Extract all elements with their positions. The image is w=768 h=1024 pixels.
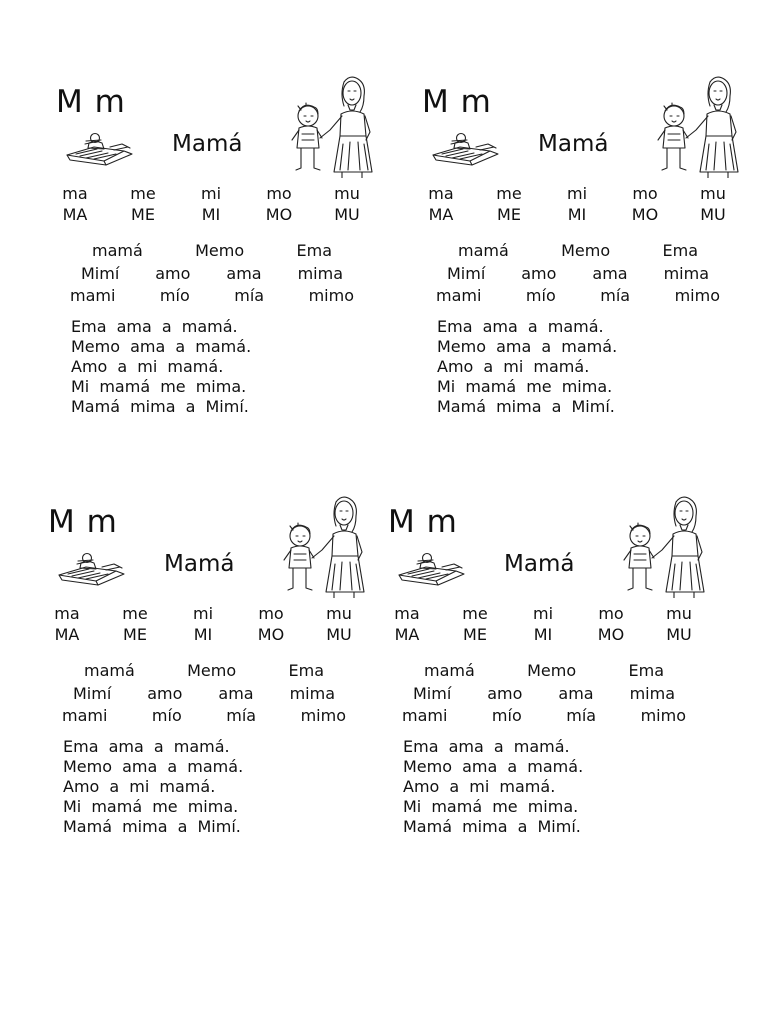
practice-word: ama: [226, 264, 262, 283]
syllable-lowercase: mo: [632, 184, 658, 203]
practice-word: Mimí: [447, 264, 486, 283]
practice-word: mima: [629, 684, 675, 703]
practice-word: mío: [151, 706, 182, 725]
syllable-uppercase: MU: [326, 625, 352, 644]
practice-word: mía: [234, 286, 265, 305]
syllables-uppercase-row: [54, 205, 368, 224]
practice-word: Mimí: [413, 684, 452, 703]
sentence-list: [403, 737, 583, 837]
syllable-uppercase: MA: [394, 625, 420, 644]
syllable-uppercase: MA: [428, 205, 454, 224]
practice-word: Ema: [288, 661, 324, 680]
mother-and-child-icon: [284, 74, 380, 178]
practice-word: mía: [226, 706, 257, 725]
practice-sentence: Memo ama a mamá.: [71, 337, 252, 356]
practice-word: Memo: [561, 241, 611, 260]
sentence-list: [71, 317, 251, 417]
reading-card-bottom-left: [26, 490, 371, 870]
practice-word: mami: [70, 286, 116, 305]
practice-word: Ema: [628, 661, 664, 680]
syllable-uppercase: MA: [62, 205, 88, 224]
practice-word: amo: [521, 264, 557, 283]
practice-word: mimo: [674, 286, 720, 305]
practice-sentence: Mi mamá me mima.: [403, 797, 579, 816]
syllable-lowercase: mu: [666, 604, 692, 623]
syllable-uppercase: MA: [54, 625, 80, 644]
practice-word: mima: [297, 264, 343, 283]
mother-and-child-icon: [276, 494, 372, 598]
card-title: Mamá: [538, 131, 609, 157]
syllable-uppercase: MO: [257, 625, 285, 644]
practice-sentence: Ema ama a mamá.: [71, 317, 238, 336]
card-title: Mamá: [504, 551, 575, 577]
practice-word: mima: [289, 684, 335, 703]
practice-sentence: Mi mamá me mima.: [71, 377, 247, 396]
syllables-lowercase-row: [46, 604, 360, 623]
word-row-2: [413, 684, 675, 703]
practice-word: amo: [155, 264, 191, 283]
syllable-lowercase: me: [122, 604, 148, 623]
practice-sentence: Memo ama a mamá.: [437, 337, 618, 356]
card-letter-heading: M m: [388, 504, 458, 540]
practice-sentence: Ema ama a mamá.: [403, 737, 570, 756]
syllable-lowercase: ma: [62, 184, 88, 203]
practice-word: ama: [558, 684, 594, 703]
card-title: Mamá: [172, 131, 243, 157]
word-row-1: [92, 241, 332, 260]
sentence-list: [437, 317, 617, 417]
syllable-uppercase: ME: [463, 625, 487, 644]
practice-sentence: Mamá mima a Mimí.: [63, 817, 241, 836]
syllable-lowercase: ma: [54, 604, 80, 623]
reading-card-top-right: [400, 70, 745, 450]
practice-sentence: Amo a mi mamá.: [437, 357, 590, 376]
practice-word: ama: [592, 264, 628, 283]
practice-sentence: Mamá mima a Mimí.: [71, 397, 249, 416]
child-reading-book-icon: [430, 132, 502, 166]
syllable-uppercase: MI: [567, 205, 587, 224]
child-reading-book-icon: [64, 132, 136, 166]
practice-word: mamá: [424, 661, 475, 680]
practice-sentence: Mi mamá me mima.: [63, 797, 239, 816]
child-reading-book-icon: [396, 552, 468, 586]
word-row-3: [436, 286, 720, 305]
practice-word: Mimí: [73, 684, 112, 703]
syllable-uppercase: MI: [533, 625, 553, 644]
practice-sentence: Amo a mi mamá.: [403, 777, 556, 796]
syllable-lowercase: mu: [326, 604, 352, 623]
word-row-3: [62, 706, 346, 725]
syllable-uppercase: MU: [700, 205, 726, 224]
syllable-uppercase: MU: [666, 625, 692, 644]
card-letter-heading: M m: [56, 84, 126, 120]
practice-sentence: Ema ama a mamá.: [63, 737, 230, 756]
syllable-uppercase: MI: [201, 205, 221, 224]
practice-word: mío: [491, 706, 522, 725]
practice-word: mima: [663, 264, 709, 283]
word-row-3: [70, 286, 354, 305]
practice-word: mimo: [308, 286, 354, 305]
mother-and-child-icon: [616, 494, 712, 598]
syllable-lowercase: me: [462, 604, 488, 623]
syllables-lowercase-row: [386, 604, 700, 623]
practice-word: mamá: [84, 661, 135, 680]
word-row-2: [81, 264, 343, 283]
syllable-uppercase: MO: [631, 205, 659, 224]
syllable-uppercase: MI: [193, 625, 213, 644]
syllable-lowercase: mi: [200, 184, 222, 203]
syllable-lowercase: mo: [598, 604, 624, 623]
word-row-1: [84, 661, 324, 680]
practice-word: mía: [600, 286, 631, 305]
card-letter-heading: M m: [48, 504, 118, 540]
word-row-2: [73, 684, 335, 703]
syllable-lowercase: mi: [192, 604, 214, 623]
reading-card-top-left: [34, 70, 379, 450]
practice-word: mío: [525, 286, 556, 305]
practice-sentence: Amo a mi mamá.: [71, 357, 224, 376]
syllable-uppercase: ME: [131, 205, 155, 224]
practice-sentence: Mi mamá me mima.: [437, 377, 613, 396]
syllable-uppercase: MO: [597, 625, 625, 644]
child-reading-book-icon: [56, 552, 128, 586]
practice-word: mami: [62, 706, 108, 725]
practice-word: Ema: [662, 241, 698, 260]
syllable-lowercase: ma: [428, 184, 454, 203]
syllable-lowercase: ma: [394, 604, 420, 623]
syllable-lowercase: mu: [700, 184, 726, 203]
syllable-lowercase: me: [130, 184, 156, 203]
word-row-1: [458, 241, 698, 260]
practice-word: mío: [159, 286, 190, 305]
practice-word: mami: [436, 286, 482, 305]
syllables-lowercase-row: [54, 184, 368, 203]
practice-word: Memo: [527, 661, 577, 680]
practice-word: amo: [147, 684, 183, 703]
word-row-2: [447, 264, 709, 283]
syllable-lowercase: mi: [566, 184, 588, 203]
syllable-lowercase: me: [496, 184, 522, 203]
card-title: Mamá: [164, 551, 235, 577]
syllables-uppercase-row: [46, 625, 360, 644]
practice-word: ama: [218, 684, 254, 703]
practice-word: mamá: [92, 241, 143, 260]
practice-word: Mimí: [81, 264, 120, 283]
syllable-uppercase: MO: [265, 205, 293, 224]
syllable-lowercase: mi: [532, 604, 554, 623]
card-letter-heading: M m: [422, 84, 492, 120]
syllable-uppercase: ME: [123, 625, 147, 644]
word-row-3: [402, 706, 686, 725]
practice-word: mimo: [300, 706, 346, 725]
word-row-1: [424, 661, 664, 680]
practice-word: mamá: [458, 241, 509, 260]
practice-sentence: Memo ama a mamá.: [403, 757, 584, 776]
practice-word: amo: [487, 684, 523, 703]
syllables-uppercase-row: [386, 625, 700, 644]
practice-sentence: Mamá mima a Mimí.: [403, 817, 581, 836]
syllable-uppercase: MU: [334, 205, 360, 224]
practice-word: Memo: [195, 241, 245, 260]
mother-and-child-icon: [650, 74, 746, 178]
syllable-lowercase: mu: [334, 184, 360, 203]
practice-word: Memo: [187, 661, 237, 680]
syllable-lowercase: mo: [266, 184, 292, 203]
syllables-lowercase-row: [420, 184, 734, 203]
syllable-lowercase: mo: [258, 604, 284, 623]
practice-sentence: Ema ama a mamá.: [437, 317, 604, 336]
syllables-uppercase-row: [420, 205, 734, 224]
practice-word: mía: [566, 706, 597, 725]
practice-word: mimo: [640, 706, 686, 725]
reading-card-bottom-right: [366, 490, 711, 870]
practice-word: mami: [402, 706, 448, 725]
syllable-uppercase: ME: [497, 205, 521, 224]
practice-sentence: Mamá mima a Mimí.: [437, 397, 615, 416]
sentence-list: [63, 737, 243, 837]
practice-sentence: Amo a mi mamá.: [63, 777, 216, 796]
practice-word: Ema: [296, 241, 332, 260]
practice-sentence: Memo ama a mamá.: [63, 757, 244, 776]
